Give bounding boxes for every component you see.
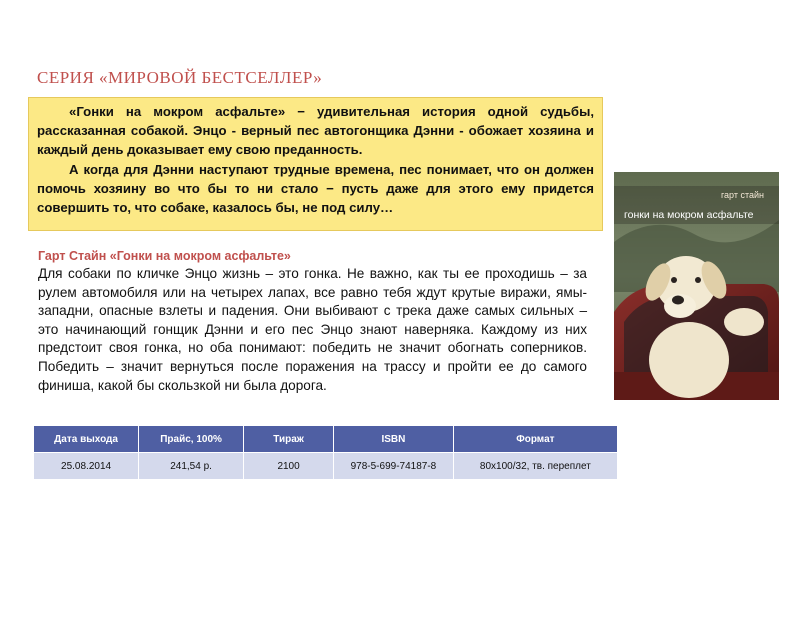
header-print-run: Тираж	[244, 426, 334, 453]
synopsis-paragraph-2: А когда для Дэнни наступают трудные времена, пес понимает, что он должен помочь хозяину во что бы то ни стало − пусть даже для этого ему придется совершить то, что собаке, казалось бы, не под силу…	[37, 161, 594, 216]
header-format: Формат	[453, 426, 617, 453]
book-cover-image	[614, 172, 779, 400]
book-heading: Гарт Стайн «Гонки на мокром асфальте»	[38, 249, 291, 263]
table-row	[34, 453, 618, 480]
cell-print-run: 2100	[244, 453, 334, 480]
slide-margin-stripe	[2, 40, 12, 620]
cover-author: гарт стайн	[720, 190, 764, 200]
cell-release-date: 25.08.2014	[34, 453, 139, 480]
synopsis-paragraph-1: «Гонки на мокром асфальте» − удивительная история одной судьбы, рассказанная собакой. Энцо - верный пес автогонщика Дэнни - обожает хозяина и каждый день доказывает ему свою преданность.	[37, 104, 594, 158]
table-header-row	[34, 426, 618, 453]
series-title: СЕРИЯ «МИРОВОЙ БЕСТСЕЛЛЕР»	[37, 68, 323, 87]
header-isbn: ISBN	[334, 426, 454, 453]
cell-format: 80x100/32, тв. переплет	[453, 453, 617, 480]
cover-title: гонки на мокром асфальте	[624, 209, 754, 221]
cell-price: 241,54 р.	[139, 453, 244, 480]
synopsis-callout	[28, 97, 603, 231]
cell-isbn: 978-5-699-74187-8	[334, 453, 454, 480]
slide-left-margin	[0, 0, 22, 600]
header-price: Прайс, 100%	[139, 426, 244, 453]
book-info-table	[33, 425, 618, 480]
header-release-date: Дата выхода	[34, 426, 139, 453]
book-description: Для собаки по кличке Энцо жизнь – это гонка. Не важно, как ты ее проходишь – за рулем автомобиля или на четырех лапах, все равно тебя ждут крутые виражи, ямы-западни, опасные взлеты и падения. Они выбивают с трека даже самых сильных – это начинающий гонщик Дэнни и его пес Энцо знают наверняка. Каждому из них предстоит своя гонка, но оба понимают: победить не значит обогнать соперников. Победить – значит вернуться после поражения на трассу и пройти ее до самого финиша, какой бы скользкой ни была дорога.	[38, 266, 587, 393]
